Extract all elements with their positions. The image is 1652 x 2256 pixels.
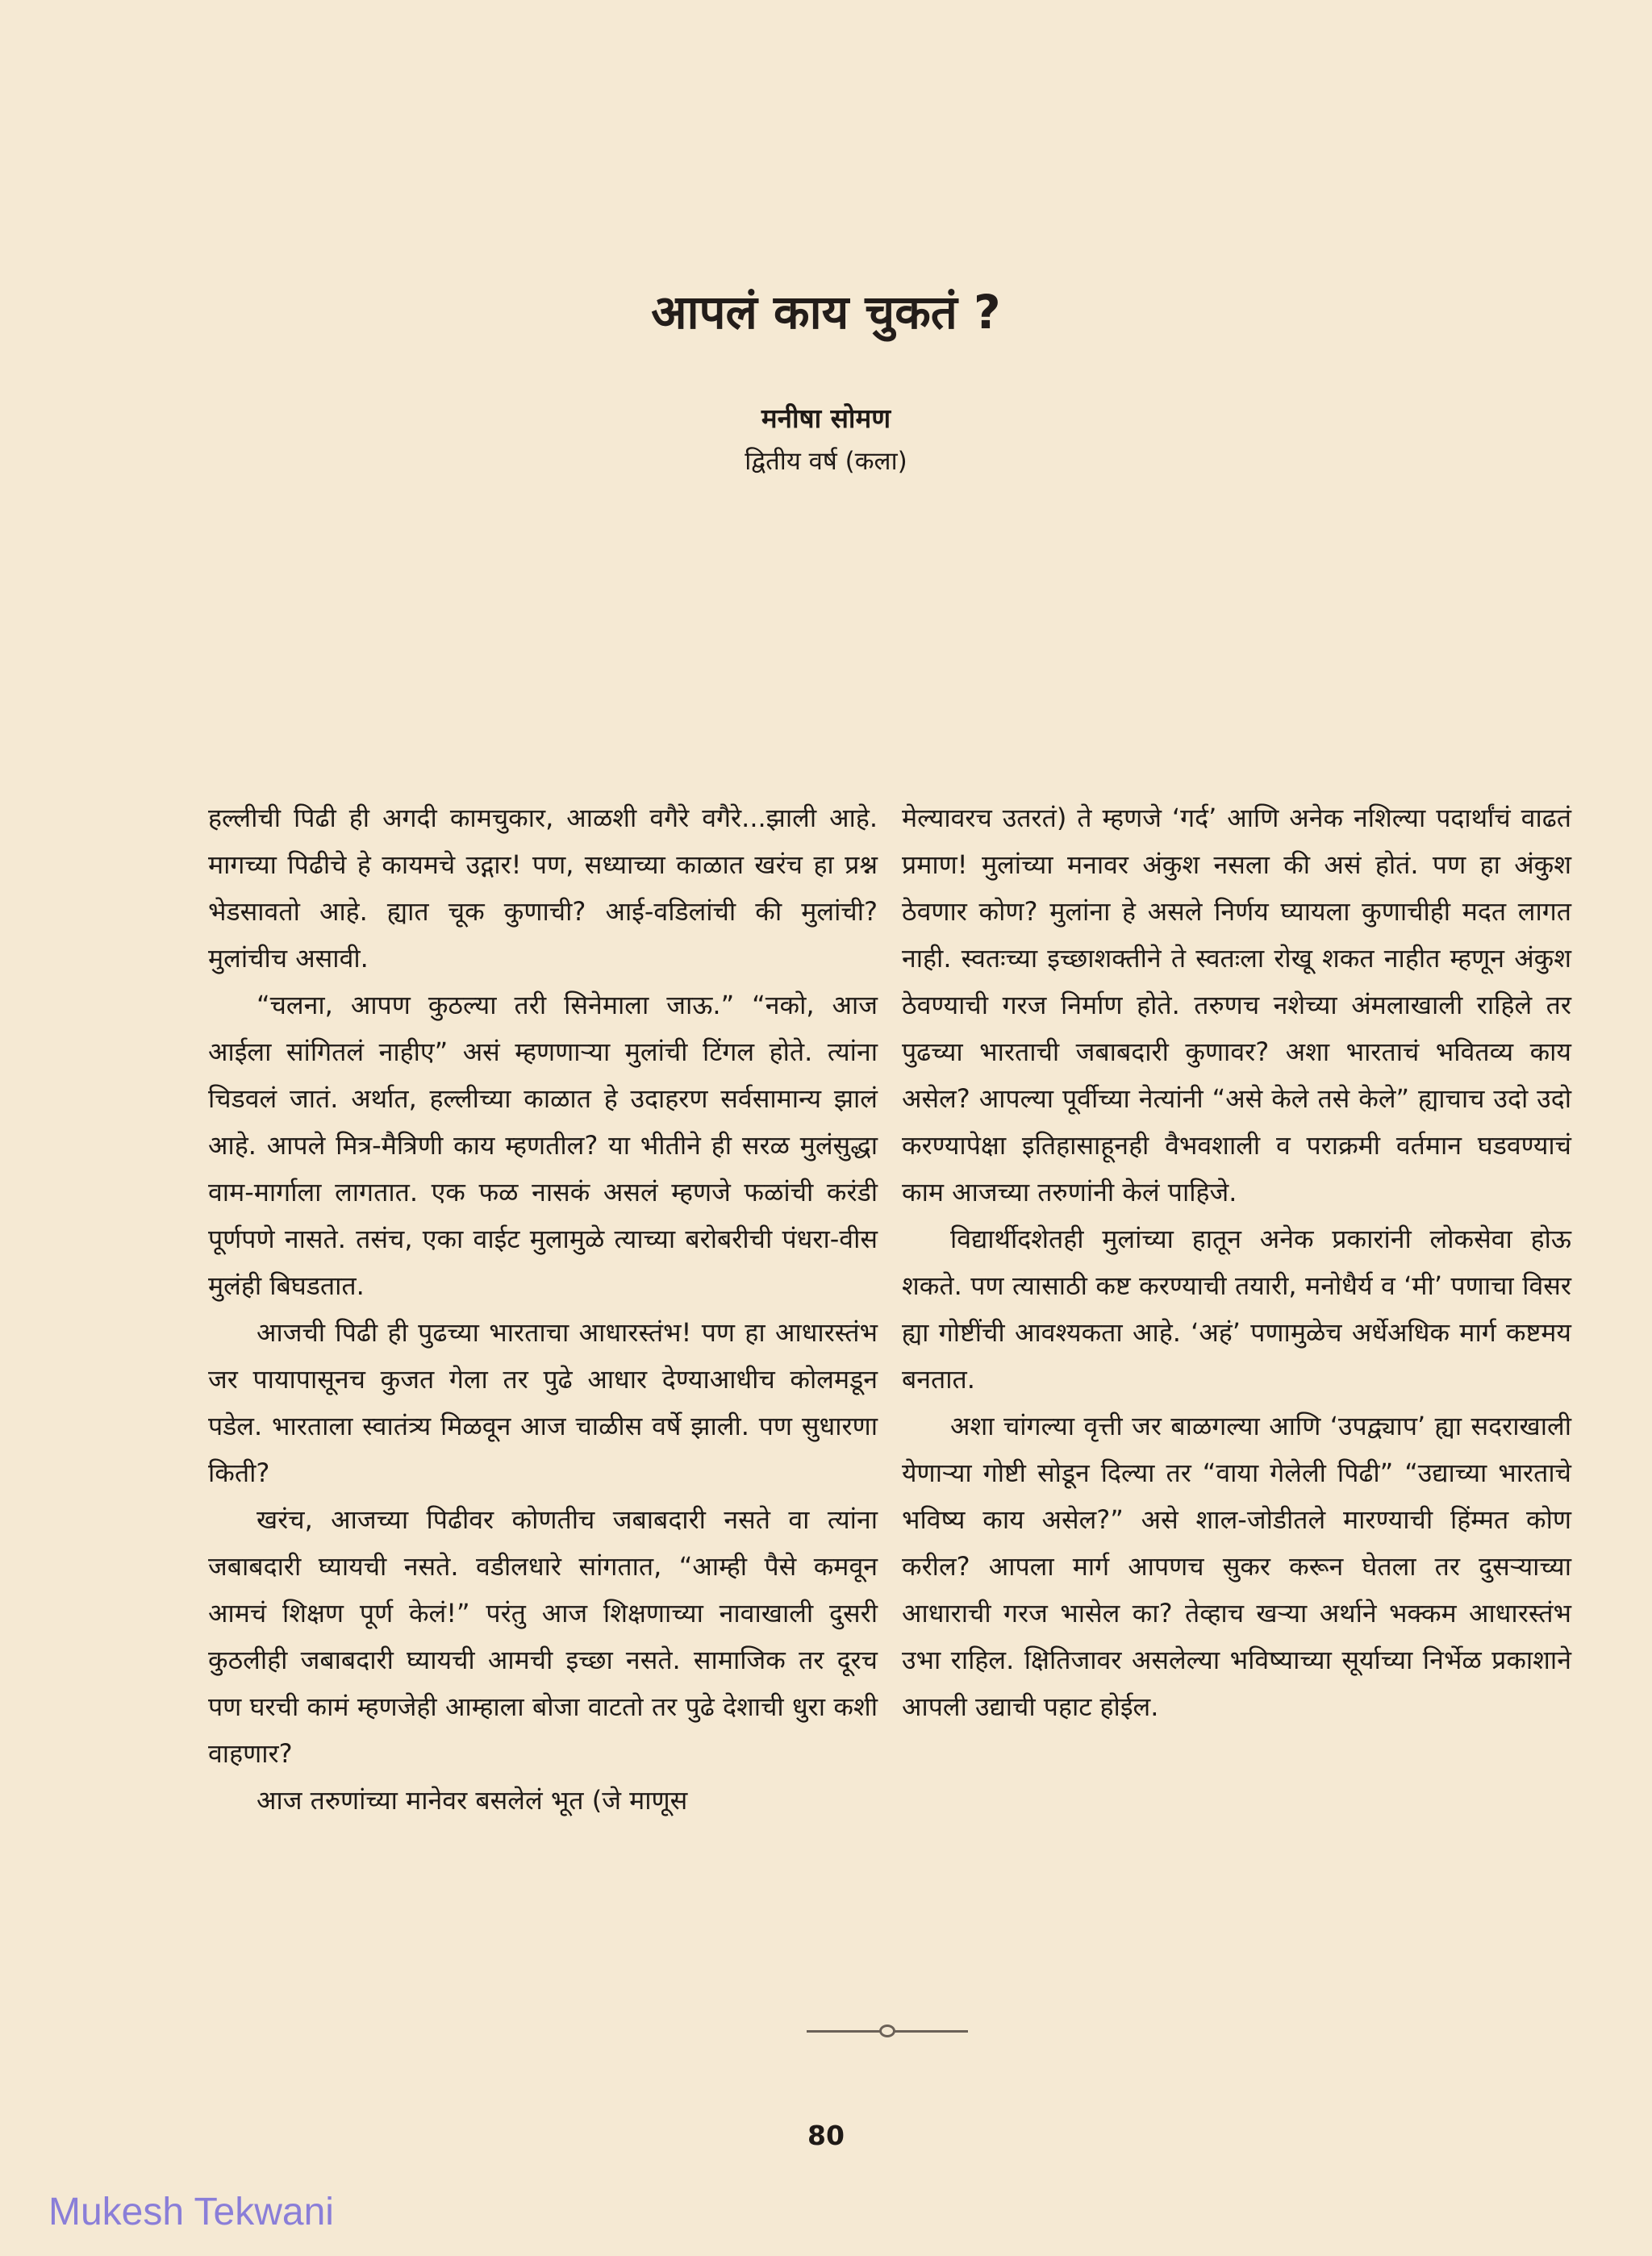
paragraph: आजची पिढी ही पुढच्या भारताचा आधारस्तंभ! पण हा आधारस्तंभ जर पायापासूनच कुजत गेला तर पुढे आधार देण्याआधीच कोलमडून पडेल. भारताला स्वातंत्र्य मिळवून आज चाळीस वर्षे झाली. पण सुधारणा किती?	[208, 1317, 878, 1488]
paragraph: “चलना, आपण कुठल्या तरी सिनेमाला जाऊ.” “नको, आज आईला सांगितलं नाहीए” असं म्हणणाऱ्या मुलांची टिंगल होते. त्यांना चिडवलं जातं. अर्थात, हल्लीच्या काळात हे उदाहरण सर्वसामान्य झालं आहे. आपले मित्र-मैत्रिणी काय म्हणतील? या भीतीने ही सरळ मुलंसुद्धा वाम-मार्गाला लागतात. एक फळ नासकं असलं म्हणजे फळांची करंडी पूर्णपणे नासते. तसंच, एका वाईट मुलामुळे त्याच्या बरोबरीची पंधरा-वीस मुलंही बिघडतात.	[208, 990, 878, 1301]
author-name: मनीषा सोमण	[761, 402, 891, 434]
author-class: द्वितीय वर्ष (कला)	[745, 447, 907, 476]
paragraph: खरंच, आजच्या पिढीवर कोणतीच जबाबदारी नसते वा त्यांना जबाबदारी घ्यायची नसते. वडीलधारे सांगतात, “आम्ही पैसे कमवून आमचं शिक्षण पूर्ण केलं!” परंतु आज शिक्षणाच्या नावाखाली दुसरी कुठलीही जबाबदारी घ्यायची आमची इच्छा नसते. सामाजिक तर दूरच पण घरची कामं म्हणजेही आम्हाला बोजा वाटतो तर पुढे देशाची धुरा कशी वाहणार?	[208, 1504, 878, 1769]
paragraph: अशा चांगल्या वृत्ती जर बाळगल्या आणि ‘उपद्व्याप’ ह्या सदराखाली येणाऱ्या गोष्टी सोडून दिल्या तर “वाया गेलेली पिढी” “उद्याच्या भारताचे भविष्य काय असेल?” असे शाल-जोडीतले मारण्याची हिंम्मत कोण करील? आपला मार्ग आपणच सुकर करून घेतला तर दुसऱ्याच्या आधाराची गरज भासेल का? तेव्हाच खऱ्या अर्थाने भक्कम आधारस्तंभ उभा राहिल. क्षितिजावर असलेल्या भविष्याच्या सूर्याच्या निर्भेळ प्रकाशाने आपली उद्याची पहाट होईल.	[902, 1411, 1571, 1722]
left-column	[208, 794, 878, 1824]
article-title: आपलं काय चुकतं ?	[651, 285, 1001, 340]
paragraph: विद्यार्थीदशेतही मुलांच्या हातून अनेक प्रकारांनी लोकसेवा होऊ शकते. पण त्यासाठी कष्ट करण्याची तयारी, मनोधैर्य व ‘मी’ पणाचा विसर ह्या गोष्टींची आवश्यकता आहे. ‘अहं’ पणामुळेच अर्धेअधिक मार्ग कष्टमय बनतात.	[902, 1224, 1571, 1395]
page-number: 80	[807, 2120, 845, 2151]
right-column	[902, 794, 1571, 1730]
divider-ornament-icon	[879, 2025, 895, 2037]
paragraph: मेल्यावरच उतरतं) ते म्हणजे ‘गर्द’ आणि अनेक नशिल्या पदार्थांचं वाढतं प्रमाण! मुलांच्या मनावर अंकुश नसला की असं होतं. पण हा अंकुश ठेवणार कोण? मुलांना हे असले निर्णय घ्यायला कुणाचीही मदत लागत नाही. स्वतःच्या इच्छाशक्तीने ते स्वतःला रोखू शकत नाहीत म्हणून अंकुश ठेवण्याची गरज निर्माण होते. तरुणच नशेच्या अंमलाखाली राहिले तर पुढच्या भारताची जबाबदारी कुणावर? अशा भारताचं भवितव्य काय असेल? आपल्या पूर्वीच्या नेत्यांनी “असे केले तसे केले” ह्याचाच उदो उदो करण्यापेक्षा इतिहासाहूनही वैभवशाली व पराक्रमी वर्तमान घडवण्याचं काम आजच्या तरुणांनी केलं पाहिजे.	[902, 803, 1571, 1207]
watermark: Mukesh Tekwani	[48, 2191, 334, 2233]
paragraph: हल्लीची पिढी ही अगदी कामचुकार, आळशी वगैरे वगैरे...झाली आहे. मागच्या पिढीचे हे कायमचे उद्गार! पण, सध्याच्या काळात खरंच हा प्रश्न भेडसावतो आहे. ह्यात चूक कुणाची? आई-वडिलांची की मुलांची? मुलांचीच असावी.	[208, 803, 878, 974]
paragraph: आज तरुणांच्या मानेवर बसलेलं भूत (जे माणूस	[257, 1785, 688, 1816]
